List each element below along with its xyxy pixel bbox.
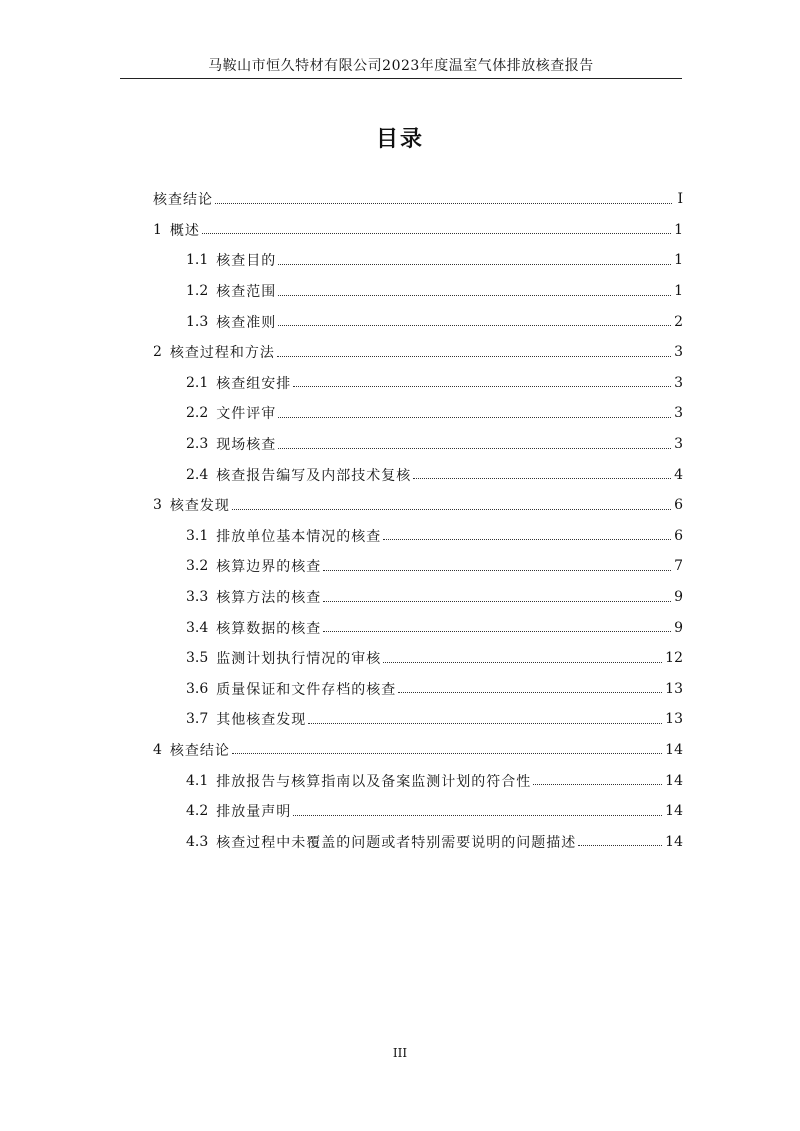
- toc-entry-page: 7: [674, 558, 683, 575]
- toc-entry-label: 排放单位基本情况的核查: [216, 528, 382, 545]
- toc-entry-label: 文件评审: [216, 406, 277, 423]
- toc-entry[interactable]: [153, 582, 683, 613]
- toc-entry-page: 3: [674, 374, 683, 391]
- toc-entry[interactable]: [153, 398, 683, 429]
- toc-leader-dots: [533, 784, 662, 785]
- toc-entry-number: 2.4: [186, 466, 209, 483]
- toc-entry-number: 3.3: [186, 589, 209, 606]
- toc-entry-number: 1.1: [186, 252, 209, 269]
- toc-entry[interactable]: [153, 674, 683, 705]
- page-title: 目录: [375, 126, 424, 152]
- table-of-contents: [153, 184, 683, 857]
- toc-entry-page: 9: [674, 619, 683, 636]
- toc-leader-dots: [413, 478, 671, 479]
- toc-entry-label: 核查范围: [216, 284, 277, 301]
- toc-leader-dots: [293, 815, 662, 816]
- toc-entry-label: 核查结论: [153, 192, 213, 209]
- toc-entry-page: 2: [674, 313, 683, 330]
- toc-entry[interactable]: [153, 184, 683, 215]
- toc-entry-label: 核算方法的核查: [216, 590, 322, 607]
- toc-entry-number: 4.3: [186, 833, 209, 850]
- toc-entry[interactable]: [153, 215, 683, 246]
- toc-entry-page: 4: [674, 466, 683, 483]
- toc-entry[interactable]: [153, 306, 683, 337]
- toc-entry[interactable]: [153, 245, 683, 276]
- toc-leader-dots: [278, 325, 671, 326]
- running-header: 马鞍山市恒久特材有限公司2023年度温室气体排放核查报告: [208, 58, 594, 74]
- toc-entry-page: 14: [665, 741, 683, 758]
- toc-leader-dots: [323, 631, 671, 632]
- toc-entry-number: 3.2: [186, 558, 209, 575]
- toc-entry[interactable]: [153, 459, 683, 490]
- toc-entry[interactable]: [153, 521, 683, 552]
- toc-entry-page: 3: [674, 344, 683, 361]
- toc-entry-number: 1.3: [186, 313, 209, 330]
- toc-entry[interactable]: [153, 337, 683, 368]
- toc-entry-page: 12: [665, 650, 683, 667]
- toc-entry-label: 核查过程和方法: [169, 345, 275, 362]
- toc-entry-label: 核查组安排: [216, 375, 292, 392]
- toc-entry-number: 1: [153, 221, 162, 238]
- toc-leader-dots: [323, 570, 671, 571]
- toc-leader-dots: [383, 662, 662, 663]
- toc-entry-number: 4: [153, 741, 162, 758]
- toc-entry-page: 6: [674, 527, 683, 544]
- toc-entry-label: 核查过程中未覆盖的问题或者特别需要说明的问题描述: [216, 834, 577, 851]
- toc-entry-number: 3.5: [186, 650, 209, 667]
- toc-entry-label: 核查结论: [169, 742, 230, 759]
- toc-entry-page: I: [677, 191, 683, 208]
- toc-entry-page: 1: [674, 283, 683, 300]
- toc-entry-number: 1.2: [186, 283, 209, 300]
- toc-entry-label: 核查目的: [216, 253, 277, 270]
- toc-entry-page: 9: [674, 589, 683, 606]
- toc-leader-dots: [383, 539, 671, 540]
- toc-leader-dots: [308, 723, 662, 724]
- toc-entry-number: 2.1: [186, 374, 209, 391]
- toc-entry[interactable]: [153, 612, 683, 643]
- header-rule: [120, 78, 682, 79]
- toc-entry-label: 现场核查: [216, 437, 277, 454]
- toc-leader-dots: [278, 264, 671, 265]
- toc-entry-page: 13: [665, 711, 683, 728]
- toc-entry-page: 14: [665, 772, 683, 789]
- toc-entry-label: 质量保证和文件存档的核查: [216, 681, 397, 698]
- toc-entry-label: 核查发现: [169, 498, 230, 515]
- toc-entry-page: 6: [674, 497, 683, 514]
- page-number: III: [392, 1046, 408, 1060]
- toc-entry-number: 3.7: [186, 711, 209, 728]
- toc-entry-page: 1: [674, 221, 683, 238]
- toc-entry-label: 概述: [169, 222, 200, 239]
- toc-entry-number: 2.2: [186, 405, 209, 422]
- toc-entry[interactable]: [153, 276, 683, 307]
- toc-leader-dots: [278, 448, 671, 449]
- toc-entry[interactable]: [153, 704, 683, 735]
- toc-entry-number: 3: [153, 497, 162, 514]
- toc-entry-label: 核查准则: [216, 314, 277, 331]
- toc-leader-dots: [293, 386, 671, 387]
- toc-entry[interactable]: [153, 796, 683, 827]
- toc-entry[interactable]: [153, 765, 683, 796]
- toc-leader-dots: [232, 509, 671, 510]
- toc-entry-label: 其他核查发现: [216, 712, 307, 729]
- toc-entry-number: 3.1: [186, 527, 209, 544]
- toc-entry-number: 4.2: [186, 803, 209, 820]
- toc-entry-page: 3: [674, 436, 683, 453]
- toc-entry[interactable]: [153, 490, 683, 521]
- toc-entry-number: 3.4: [186, 619, 209, 636]
- toc-entry-number: 2: [153, 344, 162, 361]
- toc-entry-page: 13: [665, 680, 683, 697]
- toc-entry-label: 核查报告编写及内部技术复核: [216, 467, 412, 484]
- toc-entry[interactable]: [153, 826, 683, 857]
- toc-entry[interactable]: [153, 368, 683, 399]
- toc-entry-number: 2.3: [186, 436, 209, 453]
- toc-leader-dots: [323, 601, 671, 602]
- toc-leader-dots: [278, 295, 671, 296]
- toc-entry-label: 核算数据的核查: [216, 620, 322, 637]
- toc-leader-dots: [578, 845, 662, 846]
- toc-leader-dots: [277, 356, 671, 357]
- toc-entry-page: 1: [674, 252, 683, 269]
- toc-entry[interactable]: [153, 735, 683, 766]
- toc-entry-page: 14: [665, 833, 683, 850]
- toc-entry[interactable]: [153, 643, 683, 674]
- toc-entry-page: 14: [665, 803, 683, 820]
- toc-leader-dots: [398, 692, 662, 693]
- toc-entry-label: 监测计划执行情况的审核: [216, 651, 382, 668]
- toc-leader-dots: [232, 753, 662, 754]
- toc-entry[interactable]: [153, 551, 683, 582]
- toc-leader-dots: [215, 203, 672, 204]
- toc-leader-dots: [202, 233, 671, 234]
- toc-entry-page: 3: [674, 405, 683, 422]
- toc-entry[interactable]: [153, 429, 683, 460]
- toc-entry-number: 3.6: [186, 680, 209, 697]
- toc-leader-dots: [278, 417, 671, 418]
- toc-entry-number: 4.1: [186, 772, 209, 789]
- toc-entry-label: 核算边界的核查: [216, 559, 322, 576]
- toc-entry-label: 排放量声明: [216, 804, 292, 821]
- toc-entry-label: 排放报告与核算指南以及备案监测计划的符合性: [216, 773, 532, 790]
